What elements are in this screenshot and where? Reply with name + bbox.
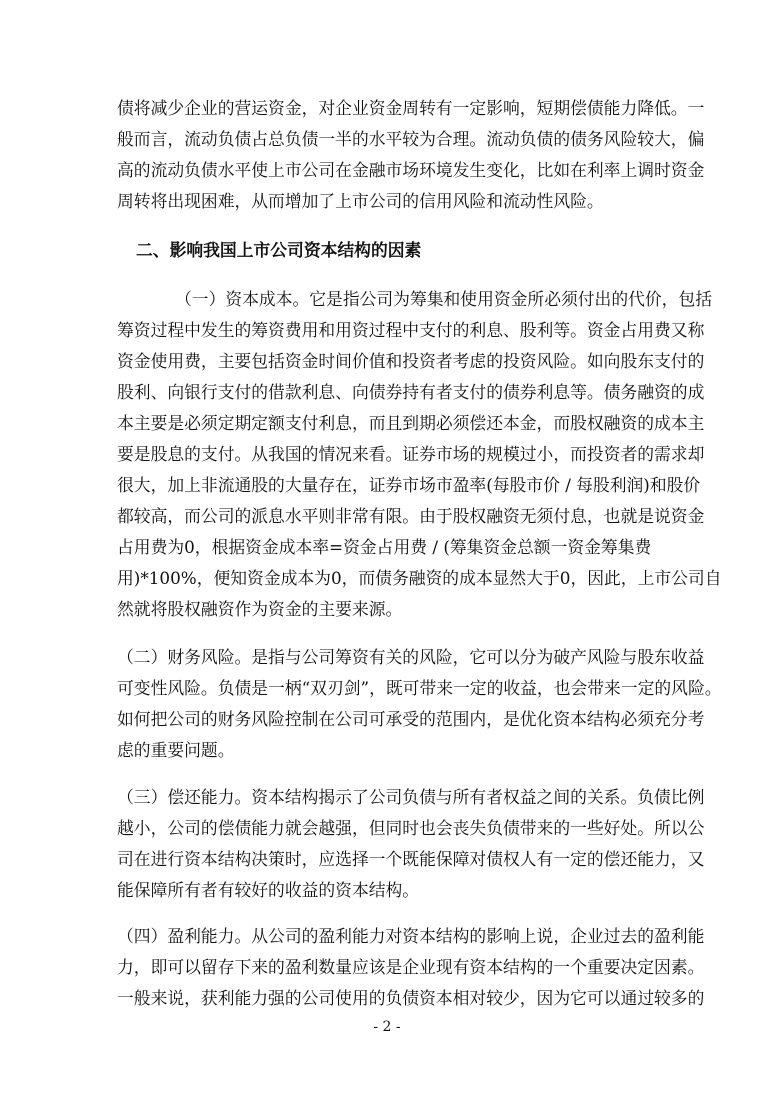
- page-number: - 2 -: [373, 1019, 401, 1035]
- paragraph-line: 力，即可以留存下来的盈利数量应该是企业现有资本结构的一个重要决定因素。: [117, 957, 705, 977]
- paragraph-line: 如何把公司的财务风险控制在公司可承受的范围内，是优化资本结构必须充分考: [117, 709, 705, 729]
- paragraph-line: 用)*100%，便知资金成本为0，而债务融资的成本显然大于0，因此，上市公司自: [117, 568, 722, 588]
- paragraph-line: 很大，加上非流通股的大量存在，证券市场市盈率(每股市价 / 每股利润)和股价: [117, 475, 701, 495]
- paragraph-line: 筹资过程中发生的筹资费用和用资过程中支付的利息、股利等。资金占用费又称: [117, 320, 705, 340]
- paragraph-line: 都较高，而公司的派息水平则非常有限。由于股权融资无须付息，也就是说资金: [117, 506, 705, 526]
- paragraph-line: 周转将出现困难，从而增加了上市公司的信用风险和流动性风险。: [117, 191, 604, 211]
- paragraph-line: 越小，公司的偿债能力就会越强，但同时也会丧失负债带来的一些好处。所以公: [117, 818, 705, 838]
- paragraph-line: （二）财务风险。是指与公司筹资有关的风险，它可以分为破产风险与股东收益: [117, 647, 705, 667]
- section-heading: 二、影响我国上市公司资本结构的因素: [136, 240, 422, 260]
- paragraph-line: 可变性风险。负债是一柄“双刃剑”，既可带来一定的收益，也会带来一定的风险。: [117, 678, 722, 698]
- paragraph-line: 高的流动负债水平使上市公司在金融市场环境发生变化，比如在利率上调时资金: [117, 160, 705, 180]
- paragraph-line: （四）盈利能力。从公司的盈利能力对资本结构的影响上说，企业过去的盈利能: [117, 926, 705, 946]
- paragraph-line: （三）偿还能力。资本结构揭示了公司负债与所有者权益之间的关系。负债比例: [117, 787, 705, 807]
- paragraph-line: （一）资本成本。它是指公司为筹集和使用资金所必须付出的代价，包括: [175, 289, 713, 309]
- paragraph-line: 能保障所有者有较好的收益的资本结构。: [117, 880, 420, 900]
- paragraph-line: 虑的重要问题。: [117, 740, 235, 760]
- paragraph-line: 一般来说，获利能力强的公司使用的负债资本相对较少，因为它可以通过较多的: [117, 988, 705, 1008]
- paragraph-line: 债将减少企业的营运资金，对企业资金周转有一定影响，短期偿债能力降低。一: [117, 98, 705, 118]
- paragraph-line: 占用费为0，根据资金成本率=资金占用费 / (筹集资金总额一资金筹集费: [117, 537, 652, 557]
- paragraph-line: 司在进行资本结构决策时，应选择一个既能保障对债权人有一定的偿还能力，又: [117, 849, 705, 869]
- paragraph-line: 股利、向银行支付的借款利息、向债券持有者支付的债券利息等。债务融资的成: [117, 382, 705, 402]
- paragraph-line: 般而言，流动负债占总负债一半的水平较为合理。流动负债的债务风险较大，偏: [117, 129, 705, 149]
- paragraph-line: 本主要是必须定期定额支付利息，而且到期必须偿还本金，而股权融资的成本主: [117, 413, 705, 433]
- paragraph-line: 资金使用费，主要包括资金时间价值和投资者考虑的投资风险。如向股东支付的: [117, 351, 705, 371]
- paragraph-line: 要是股息的支付。从我国的情况来看。证券市场的规模过小，而投资者的需求却: [117, 444, 705, 464]
- paragraph-line: 然就将股权融资作为资金的主要来源。: [117, 599, 403, 619]
